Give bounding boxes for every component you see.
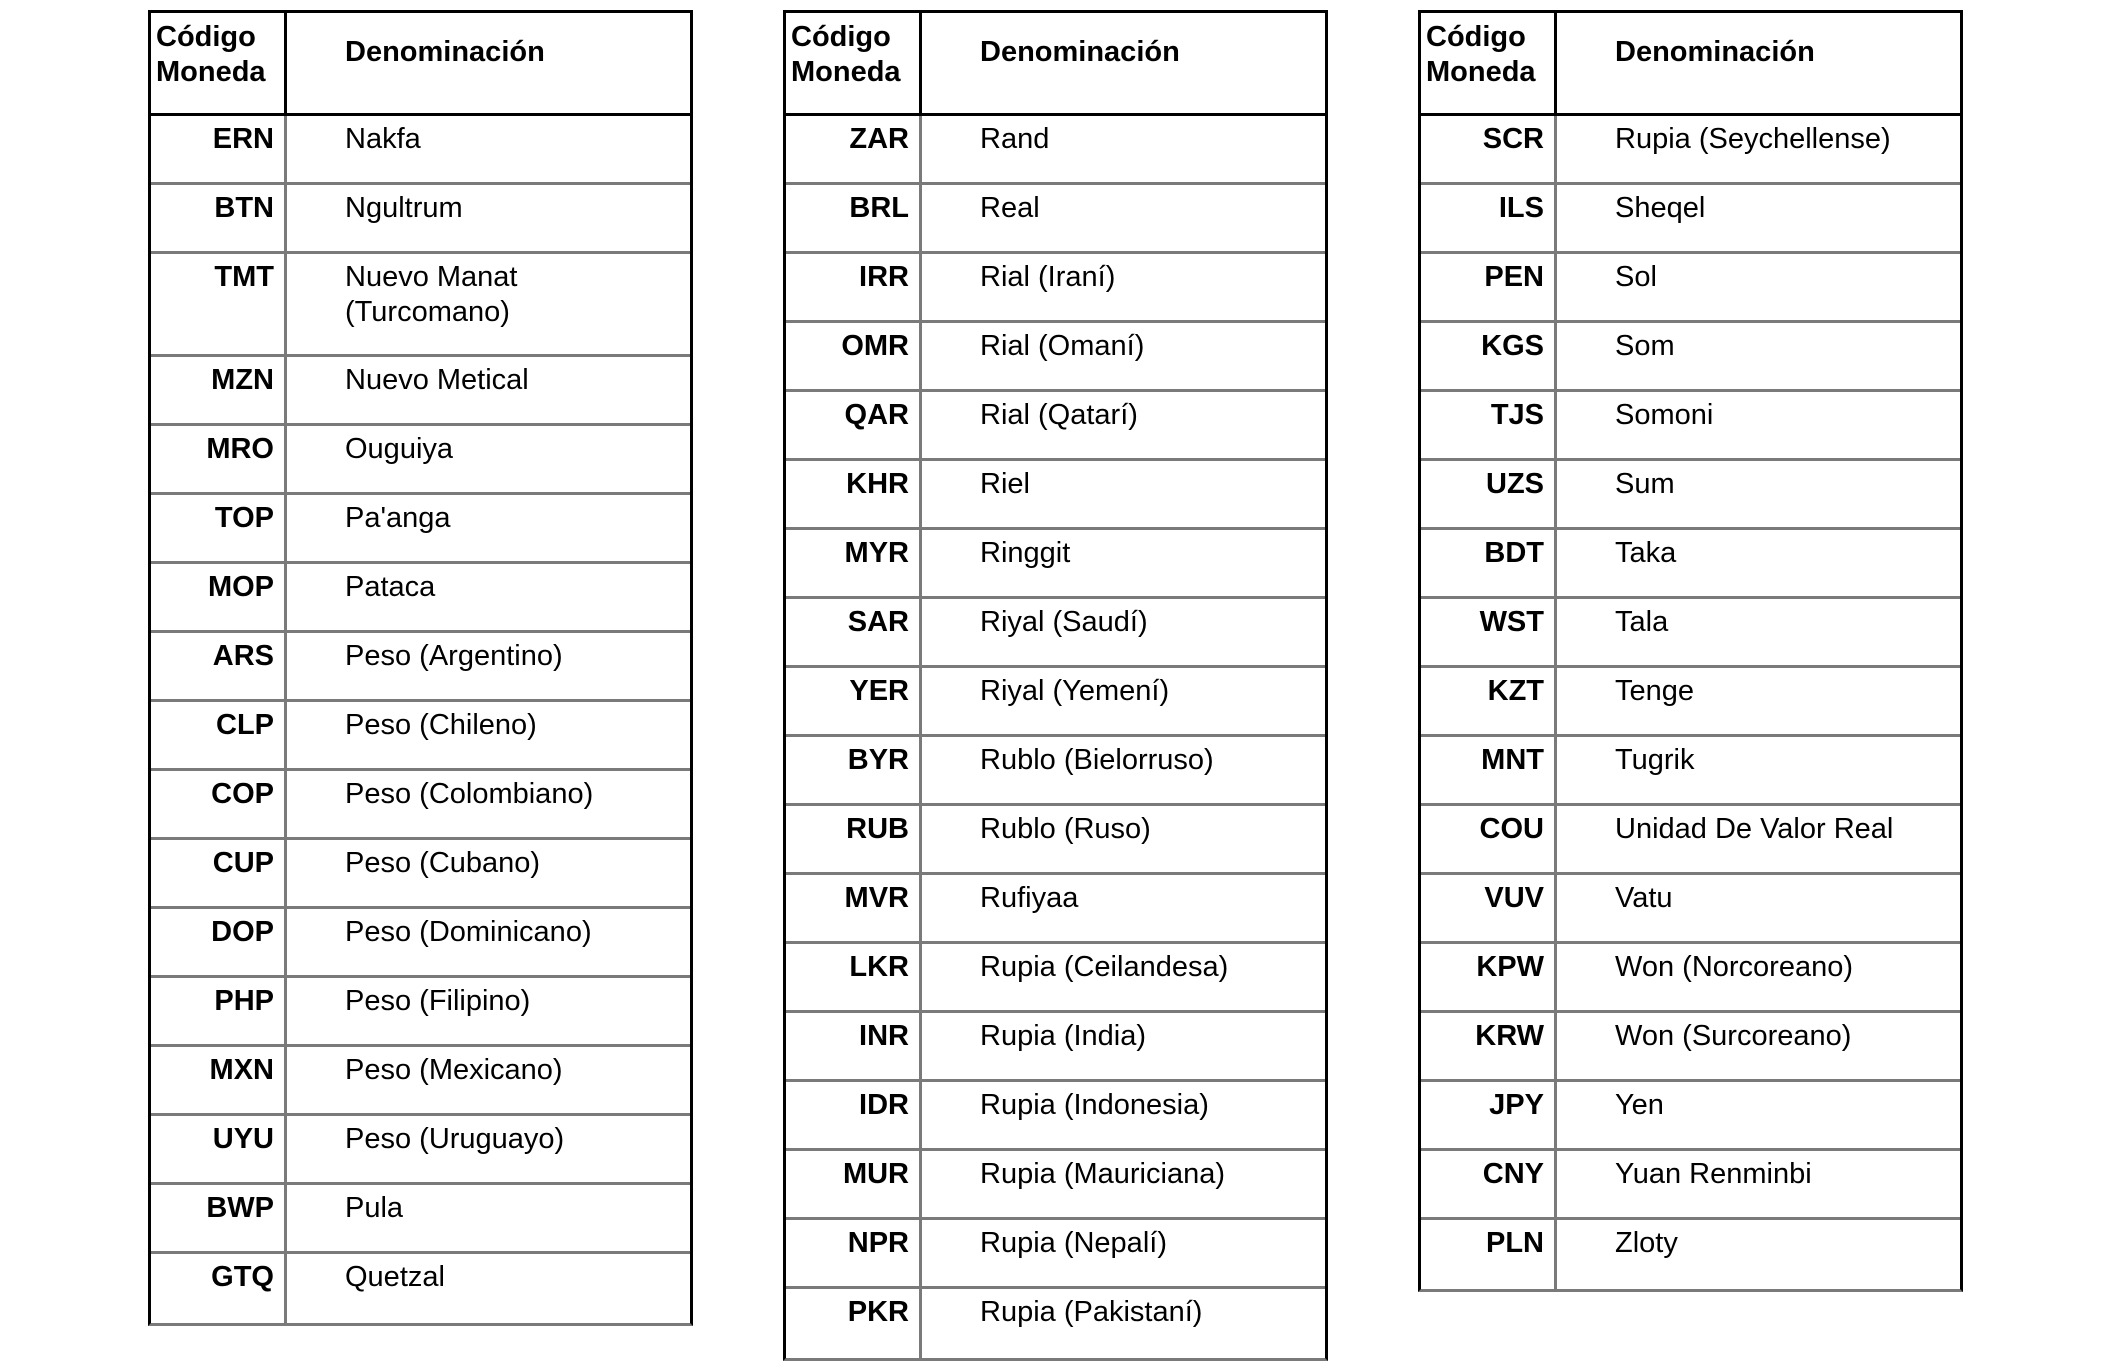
currency-code: RUB — [786, 806, 922, 872]
table-row — [151, 1185, 690, 1254]
table-body — [786, 116, 1325, 1358]
table-row — [1421, 944, 1960, 1013]
currency-name: Quetzal — [345, 1261, 445, 1293]
currency-name: Sol — [1615, 261, 1657, 293]
currency-table-3 — [1418, 10, 1963, 1292]
table-row — [1421, 116, 1960, 185]
currency-name: Tenge — [1615, 675, 1695, 707]
table-row — [1421, 461, 1960, 530]
currency-code: BTN — [151, 185, 287, 251]
table-row — [1421, 599, 1960, 668]
table-row — [151, 909, 690, 978]
currency-name: Rupia (Ceilandesa) — [980, 951, 1229, 983]
currency-name: Rial (Qatarí) — [980, 399, 1138, 431]
table-row — [1421, 737, 1960, 806]
currency-code: KRW — [1421, 1013, 1557, 1079]
currency-code: DOP — [151, 909, 287, 975]
currency-table-1 — [148, 10, 693, 1326]
table-row — [1421, 668, 1960, 737]
currency-name: Taka — [1615, 537, 1677, 569]
currency-name: Zloty — [1615, 1227, 1678, 1259]
currency-name: Rupia (Seychellense) — [1615, 123, 1891, 155]
table-row — [786, 944, 1325, 1013]
table-header — [1421, 13, 1960, 116]
currency-code: GTQ — [151, 1254, 287, 1323]
currency-code: BRL — [786, 185, 922, 251]
currency-code: VUV — [1421, 875, 1557, 941]
currency-table-2 — [783, 10, 1328, 1361]
currency-code: IRR — [786, 254, 922, 320]
table-row — [1421, 1082, 1960, 1151]
code-header-line-1: Código — [791, 21, 891, 53]
currency-name: Rufiyaa — [980, 882, 1079, 914]
currency-code: WST — [1421, 599, 1557, 665]
table-row — [151, 495, 690, 564]
currency-code: JPY — [1421, 1082, 1557, 1148]
code-header-line-2: Moneda — [1426, 56, 1536, 88]
currency-code: KHR — [786, 461, 922, 527]
currency-code: KZT — [1421, 668, 1557, 734]
table-row — [151, 116, 690, 185]
currency-name: Peso (Colombiano) — [345, 778, 594, 810]
currency-name: Riel — [980, 468, 1030, 500]
currency-name: Peso (Cubano) — [345, 847, 541, 879]
table-row — [151, 771, 690, 840]
currency-code: INR — [786, 1013, 922, 1079]
table-row — [786, 1151, 1325, 1220]
currency-code: PLN — [1421, 1220, 1557, 1289]
currency-code: KPW — [1421, 944, 1557, 1010]
currency-code: MRO — [151, 426, 287, 492]
currency-name: Pa'anga — [345, 502, 451, 534]
currency-name: Sum — [1615, 468, 1675, 500]
currency-name: Nuevo Manat (Turcomano) — [345, 261, 518, 328]
table-row — [786, 1013, 1325, 1082]
code-header-line-2: Moneda — [791, 56, 901, 88]
table-row — [151, 357, 690, 426]
table-row — [1421, 185, 1960, 254]
currency-name: Yuan Renminbi — [1615, 1158, 1812, 1190]
currency-code: BDT — [1421, 530, 1557, 596]
table-row — [151, 564, 690, 633]
code-header — [786, 13, 922, 113]
table-row — [786, 530, 1325, 599]
currency-name: Tugrik — [1615, 744, 1695, 776]
currency-name: Nakfa — [345, 123, 421, 155]
currency-code: PHP — [151, 978, 287, 1044]
currency-code: TJS — [1421, 392, 1557, 458]
currency-name: Peso (Filipino) — [345, 985, 531, 1017]
table-row — [151, 1047, 690, 1116]
currency-name: Pula — [345, 1192, 404, 1224]
currency-code: KGS — [1421, 323, 1557, 389]
currency-code: COU — [1421, 806, 1557, 872]
currency-code: MUR — [786, 1151, 922, 1217]
currency-code: ARS — [151, 633, 287, 699]
code-header-line-2: Moneda — [156, 56, 266, 88]
table-row — [786, 668, 1325, 737]
currency-code: MZN — [151, 357, 287, 423]
table-row — [786, 1220, 1325, 1289]
currency-name: Rublo (Ruso) — [980, 813, 1151, 845]
table-row — [151, 185, 690, 254]
currency-name: Rupia (Indonesia) — [980, 1089, 1209, 1121]
currency-code: MVR — [786, 875, 922, 941]
currency-name: Won (Norcoreano) — [1615, 951, 1854, 983]
code-header-line-1: Código — [1426, 21, 1526, 53]
currency-code: QAR — [786, 392, 922, 458]
currency-code: MXN — [151, 1047, 287, 1113]
currency-code: SCR — [1421, 116, 1557, 182]
table-row — [786, 185, 1325, 254]
table-row — [1421, 806, 1960, 875]
table-row — [151, 633, 690, 702]
currency-code: CNY — [1421, 1151, 1557, 1217]
currency-name: Som — [1615, 330, 1675, 362]
table-row — [786, 599, 1325, 668]
table-row — [151, 978, 690, 1047]
currency-name: Rupia (Mauriciana) — [980, 1158, 1225, 1190]
code-header-line-1: Código — [156, 21, 256, 53]
currency-name: Nuevo Metical — [345, 364, 529, 396]
table-row — [1421, 1151, 1960, 1220]
table-body — [1421, 116, 1960, 1289]
table-row — [1421, 875, 1960, 944]
name-header: Denominación — [1615, 36, 1815, 68]
table-row — [151, 254, 690, 357]
table-row — [151, 840, 690, 909]
currency-name: Rial (Omaní) — [980, 330, 1145, 362]
table-row — [786, 806, 1325, 875]
currency-code: LKR — [786, 944, 922, 1010]
table-header — [151, 13, 690, 116]
currency-code: PEN — [1421, 254, 1557, 320]
code-header — [1421, 13, 1557, 113]
table-row — [151, 702, 690, 771]
table-row — [786, 254, 1325, 323]
currency-code: MOP — [151, 564, 287, 630]
currency-code: OMR — [786, 323, 922, 389]
currency-code: CUP — [151, 840, 287, 906]
currency-name: Rupia (India) — [980, 1020, 1147, 1052]
currency-code: ZAR — [786, 116, 922, 182]
table-row — [151, 426, 690, 495]
table-row — [786, 461, 1325, 530]
name-header: Denominación — [980, 36, 1180, 68]
currency-name: Sheqel — [1615, 192, 1706, 224]
table-row — [786, 875, 1325, 944]
code-header — [151, 13, 287, 113]
currency-name: Ngultrum — [345, 192, 463, 224]
currency-name: Riyal (Yemení) — [980, 675, 1170, 707]
table-row — [1421, 1013, 1960, 1082]
table-row — [786, 392, 1325, 461]
table-row — [786, 1082, 1325, 1151]
currency-code: UZS — [1421, 461, 1557, 527]
currency-name: Tala — [1615, 606, 1669, 638]
currency-code: COP — [151, 771, 287, 837]
currency-code: NPR — [786, 1220, 922, 1286]
table-row — [1421, 392, 1960, 461]
currency-code: BWP — [151, 1185, 287, 1251]
currency-name: Yen — [1615, 1089, 1664, 1121]
currency-name: Unidad De Valor Real — [1615, 813, 1894, 845]
currency-code: YER — [786, 668, 922, 734]
currency-name: Ringgit — [980, 537, 1071, 569]
currency-code: PKR — [786, 1289, 922, 1358]
currency-name: Peso (Mexicano) — [345, 1054, 563, 1086]
currency-code: MYR — [786, 530, 922, 596]
currency-name: Rublo (Bielorruso) — [980, 744, 1214, 776]
table-row — [151, 1116, 690, 1185]
currency-code: UYU — [151, 1116, 287, 1182]
name-header: Denominación — [345, 36, 545, 68]
currency-code: SAR — [786, 599, 922, 665]
currency-name: Peso (Argentino) — [345, 640, 563, 672]
table-row — [1421, 1220, 1960, 1289]
table-row — [786, 323, 1325, 392]
currency-code: ERN — [151, 116, 287, 182]
currency-name: Won (Surcoreano) — [1615, 1020, 1852, 1052]
currency-name: Rupia (Nepalí) — [980, 1227, 1167, 1259]
table-header — [786, 13, 1325, 116]
currency-code: TMT — [151, 254, 287, 354]
currency-name: Somoni — [1615, 399, 1714, 431]
currency-name: Riyal (Saudí) — [980, 606, 1148, 638]
currency-name: Ouguiya — [345, 433, 454, 465]
currency-name: Peso (Chileno) — [345, 709, 537, 741]
table-row — [786, 116, 1325, 185]
currency-name: Rupia (Pakistaní) — [980, 1296, 1203, 1328]
currency-code: ILS — [1421, 185, 1557, 251]
currency-code: IDR — [786, 1082, 922, 1148]
currency-name: Peso (Dominicano) — [345, 916, 592, 948]
currency-code: CLP — [151, 702, 287, 768]
currency-code: MNT — [1421, 737, 1557, 803]
table-row — [786, 1289, 1325, 1358]
table-row — [1421, 530, 1960, 599]
table-row — [1421, 323, 1960, 392]
table-row — [151, 1254, 690, 1323]
currency-name: Pataca — [345, 571, 436, 603]
currency-name: Peso (Uruguayo) — [345, 1123, 565, 1155]
currency-code: BYR — [786, 737, 922, 803]
currency-name: Real — [980, 192, 1040, 224]
currency-name: Rial (Iraní) — [980, 261, 1116, 293]
table-body — [151, 116, 690, 1323]
currency-name: Rand — [980, 123, 1050, 155]
currency-code: TOP — [151, 495, 287, 561]
table-row — [1421, 254, 1960, 323]
table-row — [786, 737, 1325, 806]
currency-name: Vatu — [1615, 882, 1673, 914]
